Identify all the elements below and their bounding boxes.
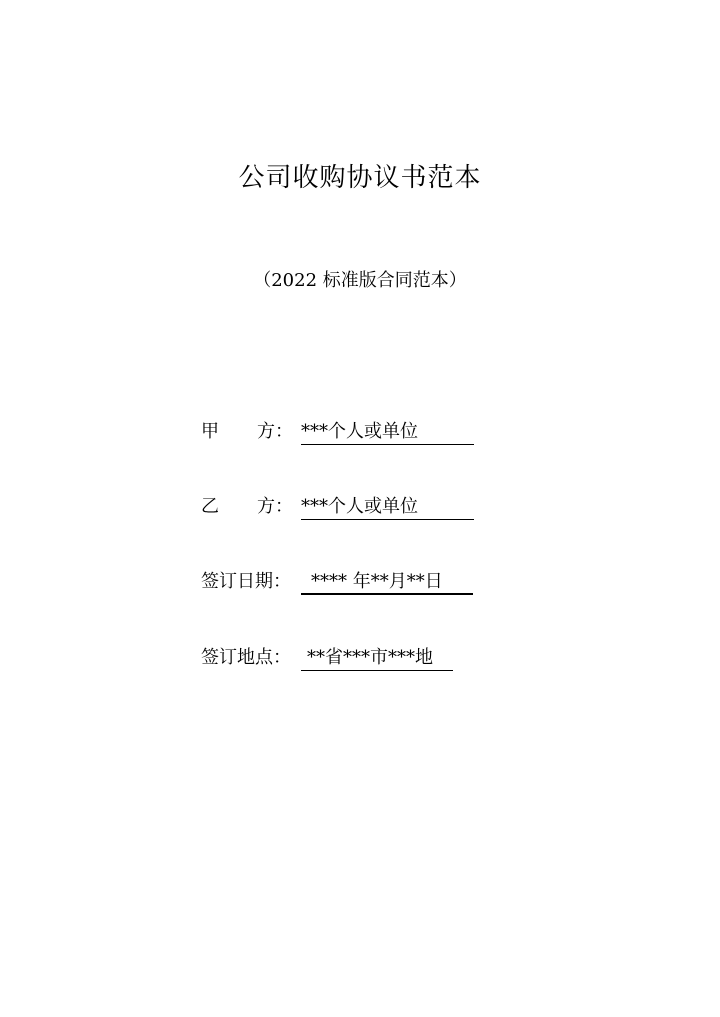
party-a-field [201, 417, 418, 447]
party-b-value: ***个人或单位 [301, 492, 474, 520]
sign-date-field [201, 567, 443, 597]
party-b-label-char-1: 乙 [201, 496, 219, 517]
party-b-label-char-2: 方： [257, 496, 293, 517]
document-subtitle: （2022 标准版合同范本） [253, 270, 467, 291]
sign-date-label: 签订日期： [201, 571, 291, 592]
party-a-label-char-1: 甲 [201, 421, 219, 442]
document-title: 公司收购协议书范本 [238, 163, 482, 193]
sign-place-value: **省***市***地 [301, 643, 453, 671]
sign-place-label: 签订地点： [201, 647, 291, 668]
party-b-field [201, 492, 418, 522]
party-a-label-char-2: 方： [257, 421, 293, 442]
party-a-value: ***个人或单位 [301, 417, 474, 445]
sign-date-value: **** 年**月**日 [301, 567, 473, 595]
party-a-label [201, 417, 293, 447]
sign-place-field [201, 643, 433, 673]
party-b-label [201, 492, 293, 522]
